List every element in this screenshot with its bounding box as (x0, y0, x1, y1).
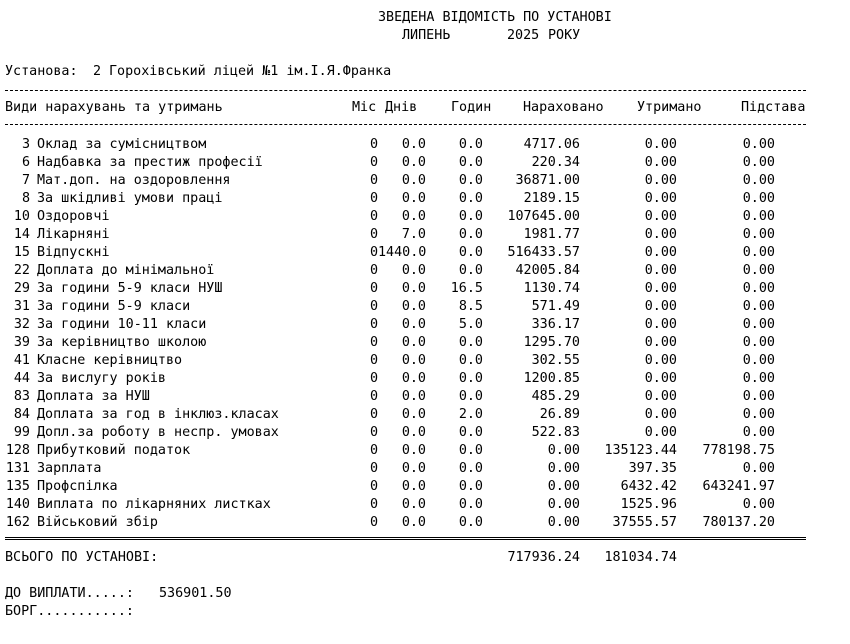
row-hours: 0.0 (458, 263, 483, 278)
row-code: 83 (13, 389, 30, 404)
row-month: 0 (369, 461, 378, 476)
row-accrued: 1295.70 (523, 335, 580, 350)
row-days: 0.0 (401, 335, 426, 350)
row-days: 7.0 (401, 227, 426, 242)
row-month: 0 (369, 335, 378, 350)
row-month: 0 (369, 425, 378, 440)
row-basis: 778198.75 (702, 443, 775, 458)
row-month: 0 (369, 371, 378, 386)
totals-label: ВСЬОГО ПО УСТАНОВІ: (5, 550, 159, 565)
row-hours: 0.0 (458, 227, 483, 242)
row-withheld: 0.00 (644, 155, 677, 170)
row-accrued: 36871.00 (515, 173, 580, 188)
row-days: 0.0 (401, 155, 426, 170)
row-accrued: 0.00 (547, 461, 580, 476)
table-row (0, 442, 850, 460)
col-header-accrued: Нараховано (523, 100, 604, 115)
row-withheld: 0.00 (644, 353, 677, 368)
row-name: За години 5-9 класи НУШ (37, 281, 223, 296)
row-month: 0 (369, 245, 378, 260)
row-name: Доплата за год в інклюз.класах (37, 407, 279, 422)
row-basis: 0.00 (742, 173, 775, 188)
table-row (0, 352, 850, 370)
row-name: Оздоровчі (37, 209, 110, 224)
table-row (0, 172, 850, 190)
table-row (0, 370, 850, 388)
row-name: Військовий збір (37, 515, 158, 530)
report-year: 2025 (507, 28, 540, 43)
row-days: 0.0 (401, 317, 426, 332)
row-hours: 8.5 (458, 299, 483, 314)
divider-header (5, 124, 806, 125)
row-month: 0 (369, 317, 378, 332)
row-withheld: 0.00 (644, 245, 677, 260)
row-basis: 0.00 (742, 281, 775, 296)
institution-name: Горохівський ліцей №1 ім.І.Я.Франка (109, 64, 392, 79)
row-hours: 0.0 (458, 515, 483, 530)
row-code: 32 (13, 317, 30, 332)
row-name: Надбавка за престиж професії (37, 155, 263, 170)
row-code: 84 (13, 407, 30, 422)
row-accrued: 485.29 (531, 389, 580, 404)
row-days: 0.0 (401, 353, 426, 368)
row-hours: 0.0 (458, 245, 483, 260)
row-hours: 0.0 (458, 443, 483, 458)
row-withheld: 397.35 (628, 461, 677, 476)
row-name: За керівництво школою (37, 335, 207, 350)
row-hours: 0.0 (458, 497, 483, 512)
row-accrued: 0.00 (547, 497, 580, 512)
row-days: 0.0 (401, 299, 426, 314)
row-basis: 0.00 (742, 317, 775, 332)
row-hours: 0.0 (458, 173, 483, 188)
row-name: Доплата до мінімальної (37, 263, 215, 278)
row-name: Допл.за роботу в неспр. умовах (37, 425, 279, 440)
col-header-withheld: Утримано (637, 100, 702, 115)
row-name: Доплата за НУШ (37, 389, 150, 404)
row-hours: 0.0 (458, 191, 483, 206)
row-withheld: 0.00 (644, 263, 677, 278)
row-name: Профспілка (37, 479, 118, 494)
row-basis: 0.00 (742, 407, 775, 422)
row-code: 7 (21, 173, 30, 188)
row-withheld: 0.00 (644, 191, 677, 206)
row-hours: 0.0 (458, 425, 483, 440)
row-code: 14 (13, 227, 30, 242)
row-basis: 0.00 (742, 353, 775, 368)
table-row (0, 262, 850, 280)
row-accrued: 1200.85 (523, 371, 580, 386)
payout-label: ДО ВИПЛАТИ.....: (5, 586, 134, 601)
row-basis: 0.00 (742, 461, 775, 476)
col-header-month: Міс (352, 100, 377, 115)
row-code: 44 (13, 371, 30, 386)
row-hours: 0.0 (458, 371, 483, 386)
row-code: 8 (21, 191, 30, 206)
row-code: 128 (5, 443, 30, 458)
report-month: ЛИПЕНЬ (402, 28, 451, 43)
row-basis: 0.00 (742, 371, 775, 386)
row-accrued: 1981.77 (523, 227, 580, 242)
row-withheld: 37555.57 (612, 515, 677, 530)
row-days: 0.0 (401, 461, 426, 476)
row-basis: 0.00 (742, 245, 775, 260)
totals-line (0, 549, 850, 567)
row-name: Виплата по лікарняних листках (37, 497, 271, 512)
row-accrued: 4717.06 (523, 137, 580, 152)
row-accrued: 0.00 (547, 515, 580, 530)
row-withheld: 0.00 (644, 299, 677, 314)
row-code: 6 (21, 155, 30, 170)
row-accrued: 522.83 (531, 425, 580, 440)
table-row (0, 388, 850, 406)
report-title: ЗВЕДЕНА ВІДОМІСТЬ ПО УСТАНОВІ (378, 10, 612, 25)
row-accrued: 2189.15 (523, 191, 580, 206)
row-month: 0 (369, 227, 378, 242)
row-code: 31 (13, 299, 30, 314)
col-header-hours: Годин (451, 100, 492, 115)
row-basis: 780137.20 (702, 515, 775, 530)
row-month: 0 (369, 515, 378, 530)
col-header-type: Види нарахувань та утримань (5, 100, 223, 115)
table-row (0, 424, 850, 442)
table-row (0, 316, 850, 334)
row-name: Оклад за сумісництвом (37, 137, 207, 152)
row-days: 0.0 (401, 209, 426, 224)
row-accrued: 26.89 (539, 407, 580, 422)
row-name: Мат.доп. на оздоровлення (37, 173, 231, 188)
table-row (0, 298, 850, 316)
row-basis: 0.00 (742, 389, 775, 404)
row-days: 0.0 (401, 281, 426, 296)
row-hours: 0.0 (458, 209, 483, 224)
row-code: 131 (5, 461, 30, 476)
row-accrued: 302.55 (531, 353, 580, 368)
row-hours: 16.5 (450, 281, 483, 296)
row-basis: 0.00 (742, 425, 775, 440)
table-row (0, 496, 850, 514)
row-month: 0 (369, 299, 378, 314)
row-month: 0 (369, 479, 378, 494)
row-code: 140 (5, 497, 30, 512)
report-period-line (0, 27, 850, 45)
row-hours: 2.0 (458, 407, 483, 422)
row-basis: 0.00 (742, 227, 775, 242)
table-row (0, 334, 850, 352)
row-hours: 0.0 (458, 461, 483, 476)
row-basis: 0.00 (742, 299, 775, 314)
row-withheld: 0.00 (644, 371, 677, 386)
row-accrued: 0.00 (547, 479, 580, 494)
row-month: 0 (369, 353, 378, 368)
row-month: 0 (369, 281, 378, 296)
row-basis: 0.00 (742, 263, 775, 278)
row-accrued: 1130.74 (523, 281, 580, 296)
row-month: 0 (369, 155, 378, 170)
row-withheld: 0.00 (644, 425, 677, 440)
row-hours: 0.0 (458, 155, 483, 170)
row-basis: 0.00 (742, 209, 775, 224)
row-accrued: 220.34 (531, 155, 580, 170)
row-name: Прибутковий податок (37, 443, 191, 458)
row-month: 0 (369, 497, 378, 512)
row-withheld: 1525.96 (620, 497, 677, 512)
row-days: 1440.0 (378, 245, 427, 260)
row-withheld: 0.00 (644, 173, 677, 188)
row-basis: 0.00 (742, 335, 775, 350)
row-month: 0 (369, 173, 378, 188)
row-withheld: 0.00 (644, 209, 677, 224)
row-code: 41 (13, 353, 30, 368)
report-title-line (0, 9, 850, 27)
row-name: За години 10-11 класи (37, 317, 207, 332)
row-withheld: 0.00 (644, 227, 677, 242)
row-month: 0 (369, 191, 378, 206)
row-accrued: 516433.57 (507, 245, 580, 260)
row-code: 39 (13, 335, 30, 350)
table-row (0, 208, 850, 226)
row-code: 99 (13, 425, 30, 440)
row-month: 0 (369, 209, 378, 224)
totals-withheld: 181034.74 (604, 550, 677, 565)
row-code: 10 (13, 209, 30, 224)
debt-line (0, 603, 850, 621)
table-row (0, 406, 850, 424)
row-days: 0.0 (401, 173, 426, 188)
row-days: 0.0 (401, 425, 426, 440)
row-name: Лікарняні (37, 227, 110, 242)
row-withheld: 6432.42 (620, 479, 677, 494)
table-row (0, 460, 850, 478)
row-code: 162 (5, 515, 30, 530)
row-days: 0.0 (401, 137, 426, 152)
table-row (0, 226, 850, 244)
row-accrued: 107645.00 (507, 209, 580, 224)
row-accrued: 571.49 (531, 299, 580, 314)
col-header-basis: Підстава (741, 100, 806, 115)
table-row (0, 190, 850, 208)
row-hours: 5.0 (458, 317, 483, 332)
row-code: 135 (5, 479, 30, 494)
row-withheld: 0.00 (644, 317, 677, 332)
institution-code: 2 (93, 64, 102, 79)
report-year-suffix: РОКУ (548, 28, 581, 43)
row-days: 0.0 (401, 371, 426, 386)
divider-totals (5, 537, 806, 540)
row-hours: 0.0 (458, 335, 483, 350)
row-withheld: 0.00 (644, 137, 677, 152)
row-month: 0 (369, 389, 378, 404)
row-month: 0 (369, 407, 378, 422)
row-days: 0.0 (401, 263, 426, 278)
divider-top (5, 90, 806, 91)
row-name: За вислугу років (37, 371, 166, 386)
row-code: 15 (13, 245, 30, 260)
row-hours: 0.0 (458, 389, 483, 404)
payout-line (0, 585, 850, 603)
institution-line (0, 63, 850, 81)
row-accrued: 336.17 (531, 317, 580, 332)
col-header-days: Днів (385, 100, 418, 115)
row-basis: 0.00 (742, 137, 775, 152)
row-days: 0.0 (401, 443, 426, 458)
row-days: 0.0 (401, 479, 426, 494)
row-month: 0 (369, 137, 378, 152)
table-row (0, 478, 850, 496)
table-row (0, 244, 850, 262)
debt-label: БОРГ...........: (5, 604, 134, 619)
table-header (0, 99, 850, 117)
row-withheld: 0.00 (644, 389, 677, 404)
table-row (0, 514, 850, 532)
row-hours: 0.0 (458, 353, 483, 368)
row-days: 0.0 (401, 191, 426, 206)
row-withheld: 0.00 (644, 281, 677, 296)
institution-label: Установа: (5, 64, 78, 79)
row-days: 0.0 (401, 515, 426, 530)
row-days: 0.0 (401, 407, 426, 422)
row-code: 3 (21, 137, 30, 152)
row-basis: 643241.97 (702, 479, 775, 494)
row-month: 0 (369, 263, 378, 278)
totals-accrued: 717936.24 (507, 550, 580, 565)
row-code: 22 (13, 263, 30, 278)
row-name: Зарплата (37, 461, 102, 476)
row-withheld: 135123.44 (604, 443, 677, 458)
table-row (0, 280, 850, 298)
row-name: За шкідливі умови праці (37, 191, 223, 206)
row-hours: 0.0 (458, 479, 483, 494)
table-row (0, 154, 850, 172)
row-name: За години 5-9 класи (37, 299, 191, 314)
table-row (0, 136, 850, 154)
row-withheld: 0.00 (644, 335, 677, 350)
row-withheld: 0.00 (644, 407, 677, 422)
row-basis: 0.00 (742, 155, 775, 170)
row-basis: 0.00 (742, 497, 775, 512)
row-month: 0 (369, 443, 378, 458)
row-code: 29 (13, 281, 30, 296)
row-name: Класне керівництво (37, 353, 183, 368)
row-days: 0.0 (401, 497, 426, 512)
row-days: 0.0 (401, 389, 426, 404)
row-hours: 0.0 (458, 137, 483, 152)
row-accrued: 42005.84 (515, 263, 580, 278)
row-name: Відпускні (37, 245, 110, 260)
row-accrued: 0.00 (547, 443, 580, 458)
payout-value: 536901.50 (159, 586, 232, 601)
row-basis: 0.00 (742, 191, 775, 206)
